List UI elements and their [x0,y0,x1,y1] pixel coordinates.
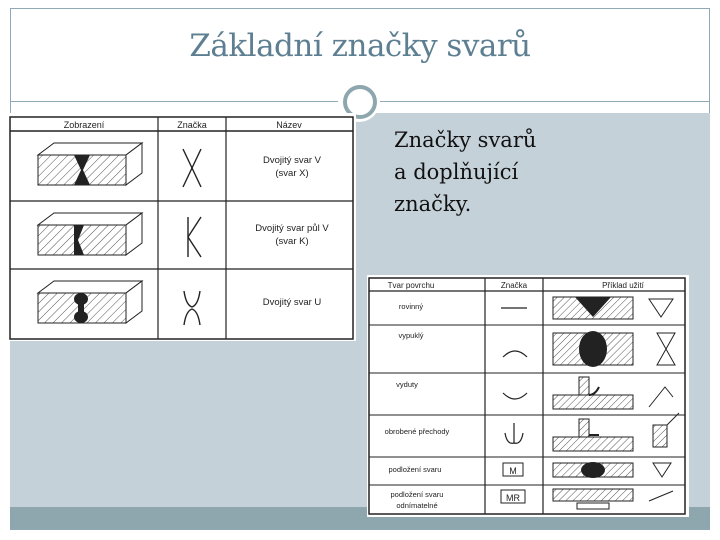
weld-block-u-icon [38,281,142,323]
header-zobrazeni: Zobrazení [63,120,105,130]
backing-m-label: M [509,466,517,476]
weld-table-svg [8,113,356,341]
weld-block-x-icon [38,143,142,185]
body-line: Značky svarů [394,128,537,152]
header-tvar: Tvar povrchu [387,281,435,290]
row-vyduty: vyduty [396,380,418,389]
header-nazev: Název [276,120,302,130]
row1-name: Dvojitý svar V [262,155,322,166]
body-line: značky. [394,192,472,216]
row-obrobene: obrobené přechody [384,427,450,436]
surface-shape-table-image [367,275,689,517]
body-line: a doplňující [394,160,519,184]
row-podlozeni: podložení svaru [388,465,442,474]
weld-block-k-icon [38,213,142,255]
body-text [394,124,536,220]
slide-title: Základní značky svarů [189,28,531,64]
weld-symbols-table-image [8,113,356,341]
backing-m-symbol-icon [503,463,523,476]
header-znacka-2: Značka [500,281,528,290]
row3-name: Dvojitý svar U [262,297,322,308]
header-znacka: Značka [177,120,207,130]
row1-alt: (svar X) [275,168,309,179]
header-priklad: Příklad užití [602,281,644,290]
row-odnimatelne: odnímatelné [396,501,438,510]
row-rovinny: rovinný [398,302,424,311]
surface-table-svg [367,275,689,517]
backing-mr-symbol-icon [501,490,525,503]
row-podlozeni-2: podložení svaru [390,490,444,499]
row2-alt: (svar K) [275,236,309,247]
row-vypukly: vypuklý [398,331,424,340]
row2-name: Dvojitý svar půl V [255,223,329,234]
backing-mr-label: MR [506,493,520,503]
